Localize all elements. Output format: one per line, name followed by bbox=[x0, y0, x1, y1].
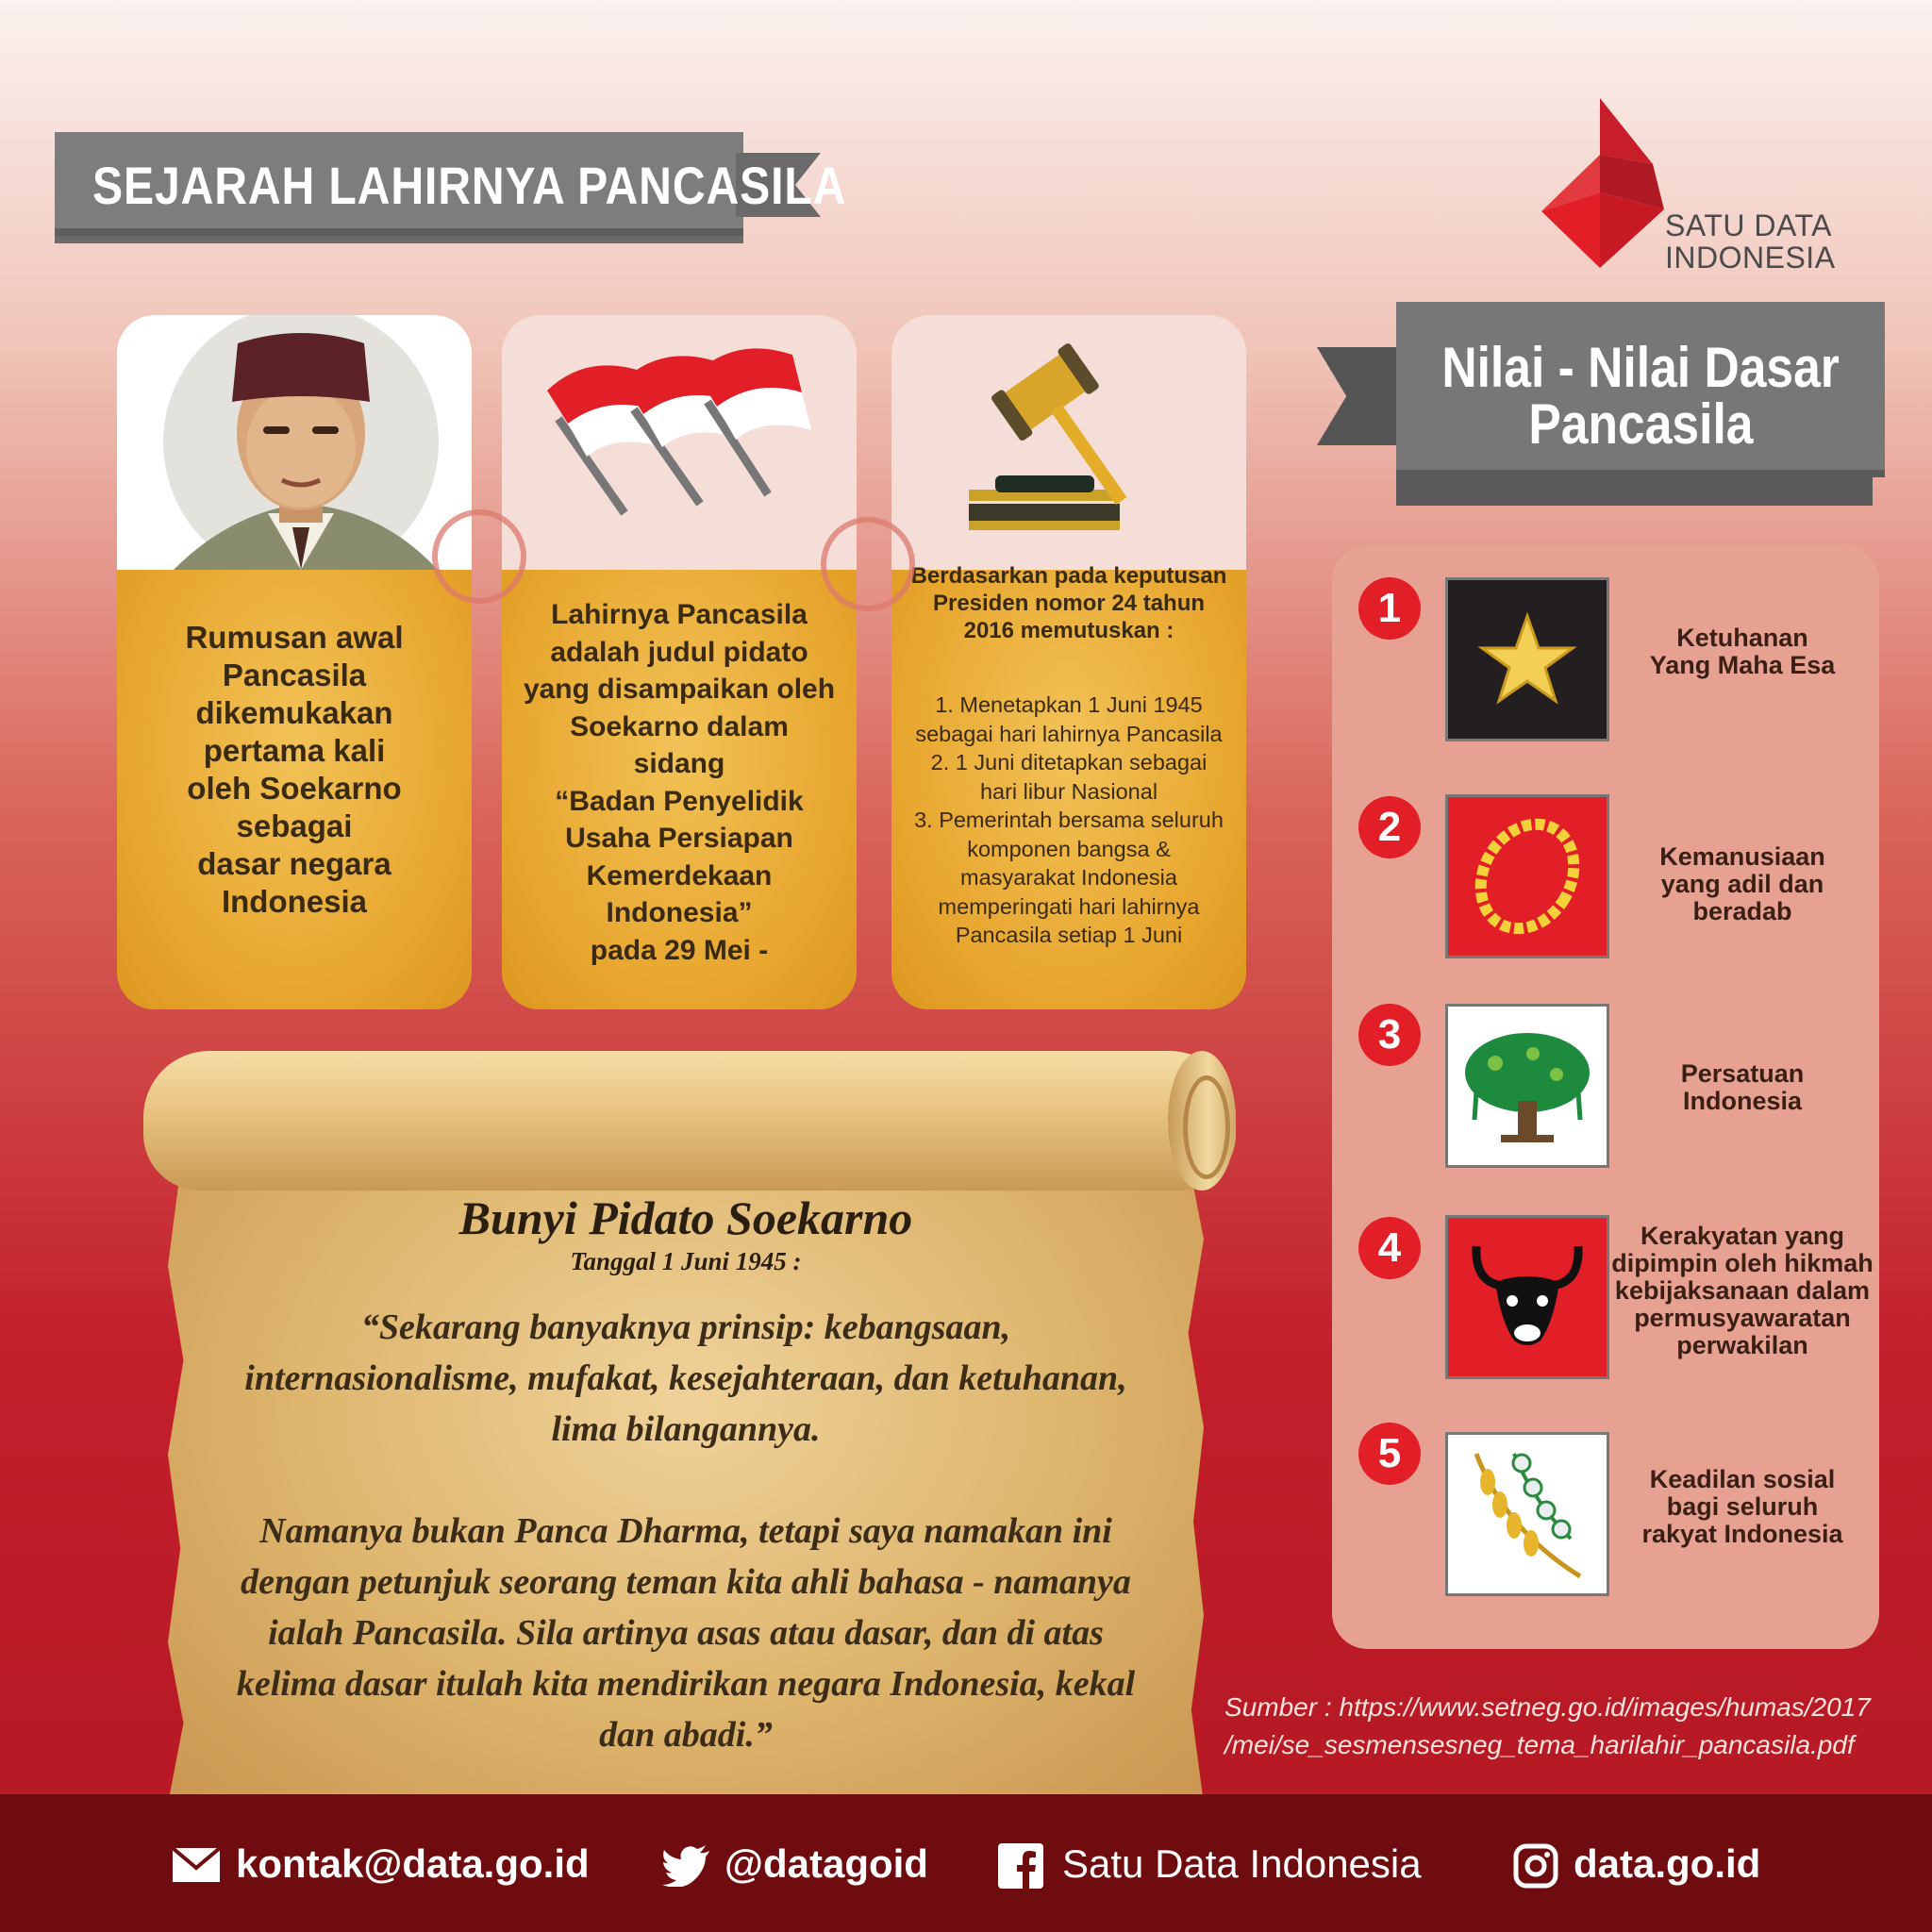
card-line: pada 29 Mei - bbox=[590, 934, 769, 966]
gavel-icon bbox=[891, 315, 1246, 570]
card-line: oleh Soekarno bbox=[187, 771, 402, 806]
card-line: “Badan Penyelidik bbox=[555, 785, 804, 817]
card-heading-line: Berdasarkan pada keputusan bbox=[910, 563, 1227, 589]
soekarno-portrait bbox=[117, 315, 472, 570]
speech-paragraph-1: “Sekarang banyaknya prinsip: kebangsaan, internasionalisme, mufakat, kesejahteraan, dan ketuhanan, lima bilangannya. bbox=[244, 1307, 1127, 1449]
sila-number: 1 bbox=[1358, 577, 1421, 640]
footer-email-link[interactable]: kontak@data.go.id bbox=[236, 1841, 590, 1886]
star-icon bbox=[1445, 577, 1609, 741]
logo-text: SATU DATA INDONESIA bbox=[1665, 208, 1836, 275]
speech-date: Tanggal 1 Juni 1945 : bbox=[570, 1247, 802, 1275]
card-line: sebagai bbox=[236, 808, 353, 843]
card-line: Pancasila setiap 1 Juni bbox=[955, 923, 1183, 947]
sila-label: Ketuhanan Yang Maha Esa bbox=[1649, 624, 1836, 679]
card-line: Indonesia” bbox=[606, 897, 753, 928]
sila-label: Keadilan sosial bagi seluruh rakyat Indonesia bbox=[1641, 1465, 1843, 1548]
connector-ring bbox=[821, 517, 915, 611]
card-line: Pancasila bbox=[222, 658, 367, 692]
footer-facebook-link[interactable]: Satu Data Indonesia bbox=[1062, 1841, 1422, 1886]
email-icon bbox=[172, 1847, 221, 1883]
sila-label: Kerakyatan yang dipimpin oleh hikmah kebijaksanaan dalam permusyawaratan perwakilan bbox=[1611, 1222, 1874, 1359]
instagram-icon bbox=[1513, 1843, 1558, 1889]
speech-paragraph-2: Namanya bukan Panca Dharma, tetapi saya namakan ini dengan petunjuk seorang teman kita ahli bahasa - namanya ialah Pancasila. Sila artinya asas atau dasar, dan di atas kelima dasar itulah kita mendirikan negara Indonesia, kekal dan abadi.” bbox=[236, 1511, 1136, 1755]
card-line: 2. 1 Juni ditetapkan sebagai bbox=[930, 750, 1208, 774]
card-line: dikemukakan bbox=[195, 695, 393, 730]
scroll-curl bbox=[1183, 1075, 1230, 1179]
card-line: dasar negara bbox=[197, 846, 391, 881]
scroll-roll bbox=[143, 1051, 1236, 1191]
facebook-icon bbox=[998, 1843, 1043, 1889]
card-line: Usaha Persiapan bbox=[565, 823, 793, 854]
card-line: memperingati hari lahirnya bbox=[938, 893, 1200, 919]
card-heading-line: 2016 memutuskan : bbox=[963, 618, 1174, 643]
card-line: masyarakat Indonesia bbox=[960, 865, 1177, 890]
chain-icon bbox=[1445, 794, 1609, 958]
sila-number: 3 bbox=[1358, 1004, 1421, 1066]
card-line: Rumusan awal bbox=[185, 620, 404, 655]
card-line: Indonesia bbox=[221, 884, 368, 919]
satu-data-logo-icon bbox=[1541, 98, 1664, 268]
sila-number: 5 bbox=[1358, 1423, 1421, 1485]
sila-label: Persatuan Indonesia bbox=[1680, 1059, 1805, 1115]
bull-head-icon bbox=[1445, 1215, 1609, 1379]
card-heading-line: Presiden nomor 24 tahun bbox=[932, 591, 1206, 616]
card-line: sebagai hari lahirnya Pancasila bbox=[915, 721, 1223, 746]
card-line: 1. Menetapkan 1 Juni 1945 bbox=[935, 692, 1203, 717]
card-rumusan bbox=[117, 315, 472, 1009]
banyan-tree-icon bbox=[1445, 1004, 1609, 1168]
card-line: sidang bbox=[633, 748, 725, 779]
card-line: Kemerdekaan bbox=[586, 859, 773, 891]
page-title: SEJARAH LAHIRNYA PANCASILA bbox=[92, 156, 847, 215]
card-line: Soekarno dalam bbox=[570, 710, 789, 742]
card-keputusan bbox=[891, 315, 1246, 1009]
card-line: komponen bangsa & bbox=[967, 836, 1171, 861]
card-pidato bbox=[502, 315, 857, 1009]
sila-label: Kemanusiaan yang adil dan beradab bbox=[1659, 842, 1825, 925]
nilai-title: Nilai - Nilai Dasar Pancasila bbox=[1441, 336, 1840, 456]
twitter-icon bbox=[662, 1845, 711, 1887]
connector-ring bbox=[432, 509, 526, 604]
card-line: adalah judul pidato bbox=[550, 636, 808, 668]
source-note: Sumber : https://www.setneg.go.id/images/humas/2017 /mei/se_sesmensesneg_tema_harilahir_pancasila.pdf bbox=[1224, 1692, 1871, 1759]
rice-cotton-icon bbox=[1445, 1432, 1609, 1596]
sila-number: 4 bbox=[1358, 1217, 1421, 1279]
card-line: yang disampaikan oleh bbox=[523, 674, 836, 705]
footer-instagram-link[interactable]: data.go.id bbox=[1574, 1841, 1761, 1886]
footer-twitter-link[interactable]: @datagoid bbox=[724, 1841, 928, 1886]
sila-number: 2 bbox=[1358, 796, 1421, 858]
flags-icon bbox=[502, 315, 857, 570]
card-line: Lahirnya Pancasila bbox=[551, 599, 808, 630]
card-line: 3. Pemerintah bersama seluruh bbox=[914, 808, 1224, 832]
speech-title: Bunyi Pidato Soekarno bbox=[458, 1191, 913, 1244]
card-line: hari libur Nasional bbox=[979, 778, 1158, 804]
card-line: pertama kali bbox=[203, 733, 386, 768]
